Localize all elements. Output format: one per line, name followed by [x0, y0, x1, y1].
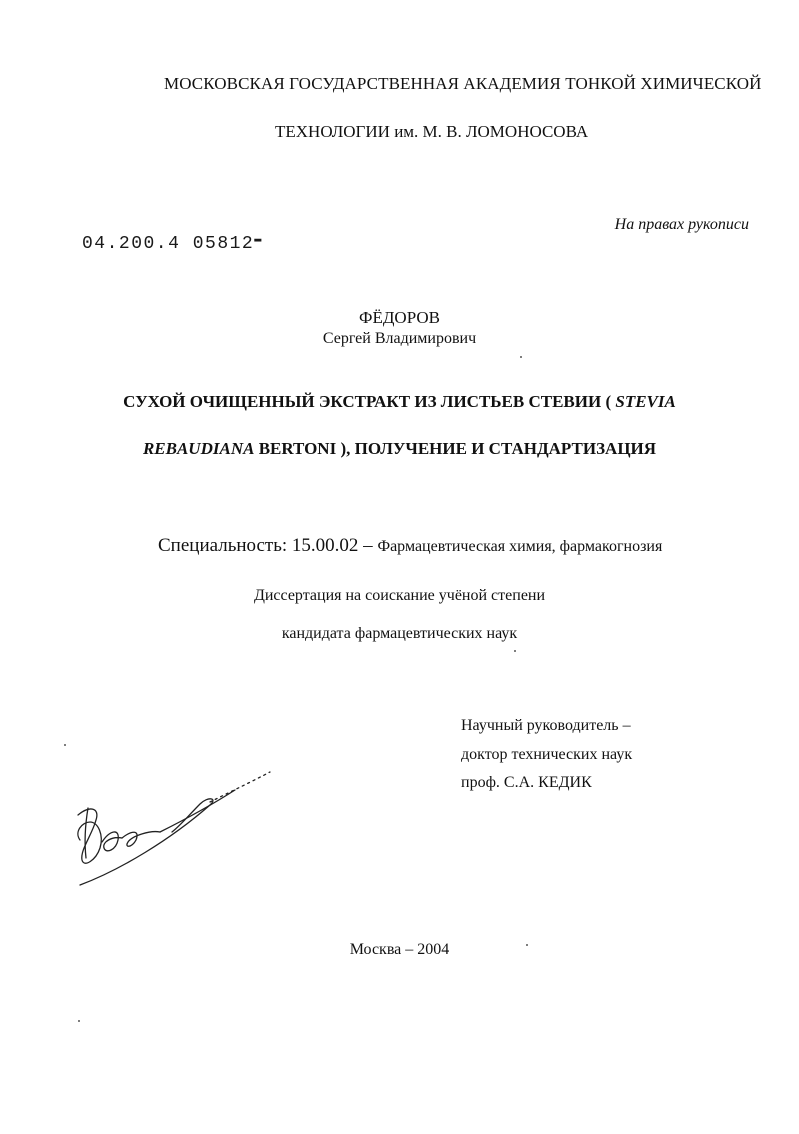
scan-speck	[520, 356, 522, 358]
specialty	[158, 535, 662, 557]
institution-line-2: ТЕХНОЛОГИИ им. М. В. ЛОМОНОСОВА	[275, 122, 589, 141]
dissertation-line-2: кандидата фармацевтических наук	[281, 625, 518, 642]
scan-speck	[514, 650, 516, 652]
supervisor-line-2: доктор технических наук	[461, 746, 633, 763]
scan-speck	[78, 1020, 80, 1022]
specialty-label: Специальность: 15.00.02 –	[158, 535, 378, 556]
manuscript-rights-note: На правах рукописи	[614, 216, 749, 233]
title-line-2-text: BERTONI ), ПОЛУЧЕНИЕ И СТАНДАРТИЗАЦИЯ	[254, 439, 657, 458]
stamp-number: 04.200.4 05812	[82, 234, 255, 254]
thesis-title-line-1	[0, 392, 799, 412]
handwritten-signature	[60, 760, 280, 900]
supervisor-line-1: Научный руководитель –	[461, 717, 631, 734]
scan-speck	[64, 744, 66, 746]
title-species: REBAUDIANA	[142, 439, 255, 458]
dissertation-line-1: Диссертация на соискание учёной степени	[253, 587, 546, 604]
city-year: Москва – 2004	[349, 941, 450, 958]
thesis-title-line-2	[0, 439, 799, 459]
specialty-field: Фармацевтическая химия, фармакогнозия	[377, 538, 663, 555]
registration-stamp: 04.200.4 05812▬	[82, 232, 263, 254]
title-genus: STEVIA	[615, 392, 676, 411]
author-name: Сергей Владимирович	[322, 330, 477, 347]
title-line-1-text: СУХОЙ ОЧИЩЕННЫЙ ЭКСТРАКТ ИЗ ЛИСТЬЕВ СТЕВИИ (	[123, 392, 616, 411]
institution-line-1: МОСКОВСКАЯ ГОСУДАРСТВЕННАЯ АКАДЕМИЯ ТОНКОЙ ХИМИЧЕСКОЙ	[164, 74, 762, 93]
author-surname: ФЁДОРОВ	[359, 308, 440, 327]
scan-speck	[526, 944, 528, 946]
supervisor-line-3: проф. С.А. КЕДИК	[461, 774, 592, 791]
